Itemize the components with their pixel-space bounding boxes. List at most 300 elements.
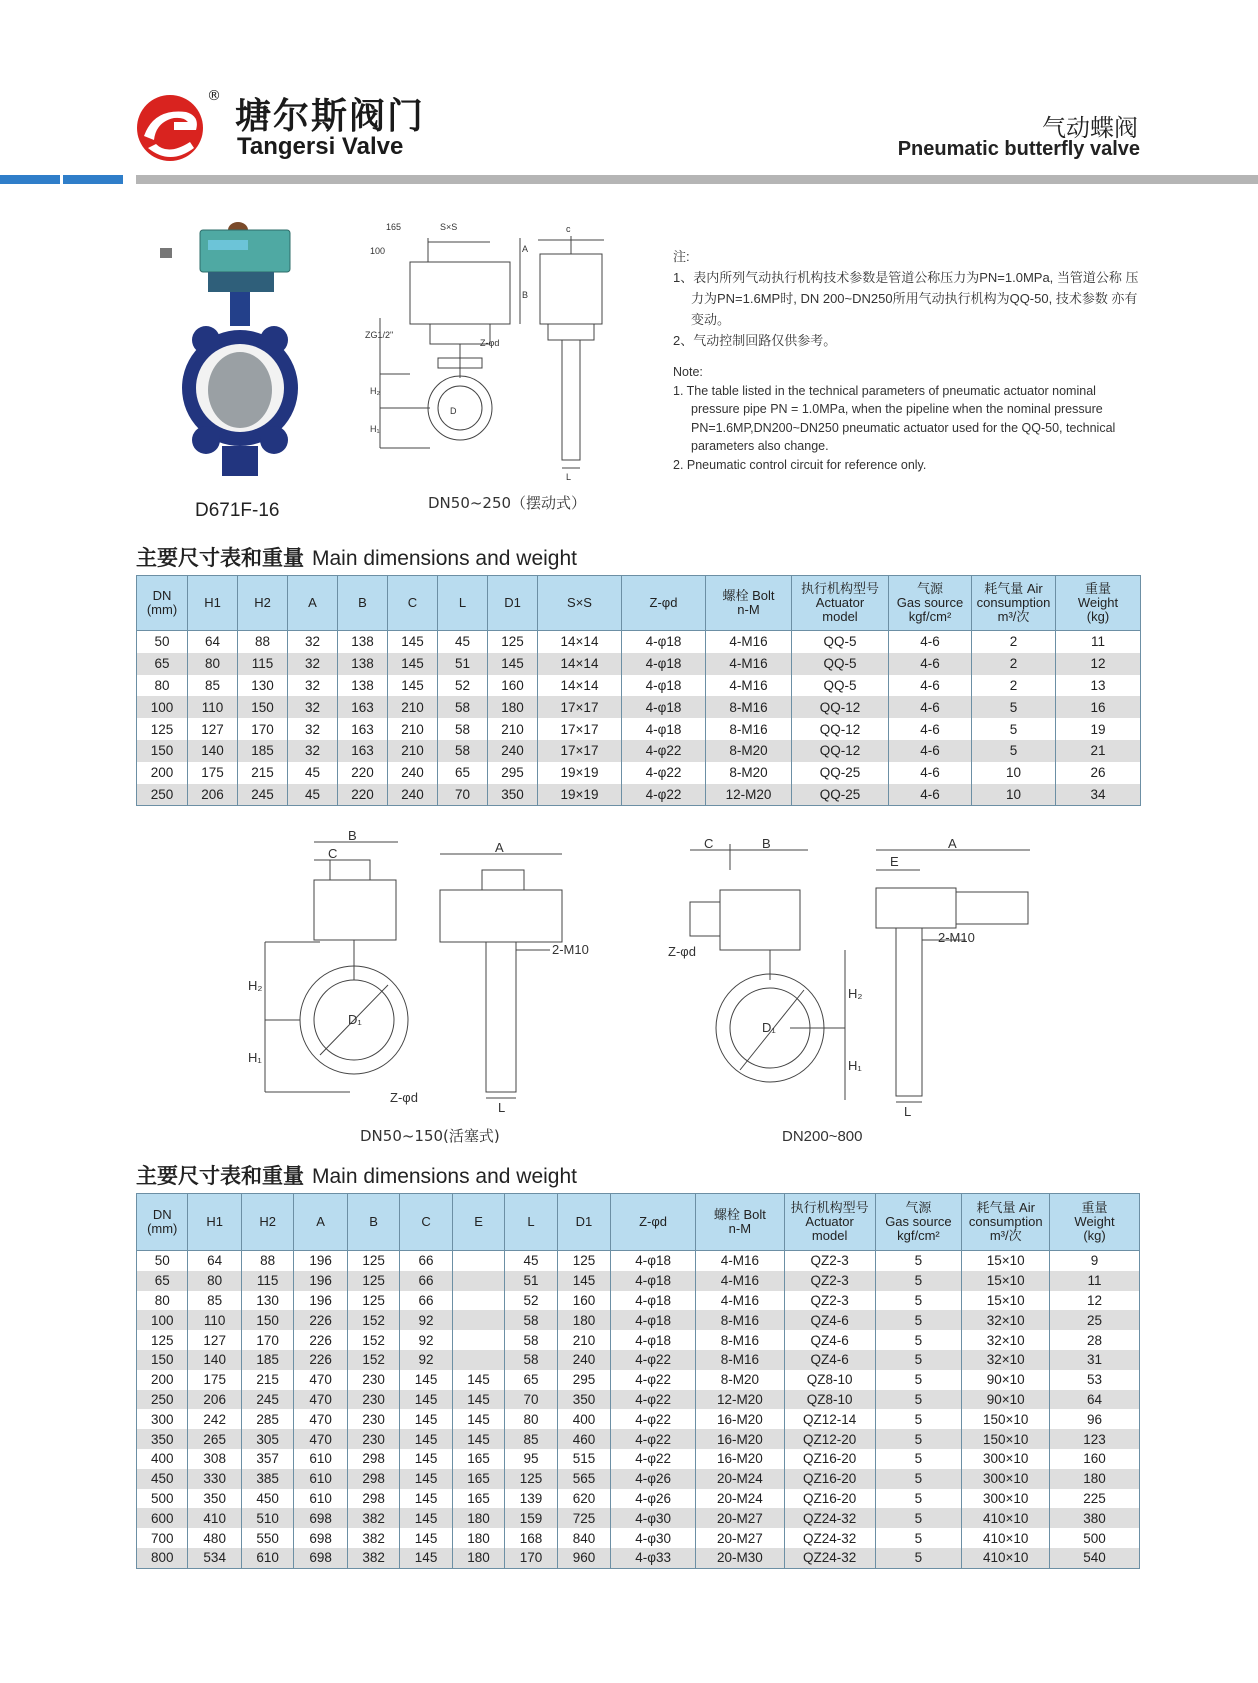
dimensions-table-2 <box>136 1193 1140 1569</box>
dim-label-zphid: Z-φd <box>480 338 500 348</box>
column-header: D1 <box>557 1194 610 1251</box>
table-cell: 226 <box>294 1310 347 1330</box>
table-cell: 168 <box>505 1528 557 1548</box>
table-cell: 10 <box>972 784 1056 806</box>
table-cell: 16 <box>1056 696 1141 718</box>
table-cell: 410×10 <box>962 1528 1050 1548</box>
table-cell: 165 <box>452 1489 504 1509</box>
table-row <box>137 1310 1140 1330</box>
table-cell: 298 <box>347 1449 399 1469</box>
column-header: L <box>505 1194 557 1251</box>
table-cell: 140 <box>188 1350 241 1370</box>
column-header: Z-φd <box>611 1194 696 1251</box>
dim-label-h1: H₁ <box>370 424 380 434</box>
column-header: H2 <box>241 1194 293 1251</box>
table-cell: 180 <box>452 1528 504 1548</box>
table-cell: 540 <box>1050 1548 1140 1568</box>
table-cell: 14×14 <box>538 675 622 697</box>
table-cell: 840 <box>557 1528 610 1548</box>
table-cell: 4-6 <box>889 740 972 762</box>
table-cell: 725 <box>557 1508 610 1528</box>
table-cell: 285 <box>241 1409 293 1429</box>
table-cell: 380 <box>1050 1508 1140 1528</box>
table-cell: 115 <box>241 1271 293 1291</box>
column-header: 气源 Gas source kgf/cm² <box>889 576 972 631</box>
table-cell: 226 <box>294 1350 347 1370</box>
table-row <box>137 1528 1140 1548</box>
table-cell: 210 <box>557 1330 610 1350</box>
table-cell: QZ4-6 <box>784 1310 875 1330</box>
table-cell: 382 <box>347 1508 399 1528</box>
table-cell: 4-φ18 <box>622 631 706 653</box>
table-cell: 159 <box>505 1508 557 1528</box>
table-cell: 32×10 <box>962 1350 1050 1370</box>
table-row <box>137 740 1141 762</box>
table-cell: 8-M16 <box>706 696 792 718</box>
table-cell: 245 <box>241 1390 293 1410</box>
table-cell: 100 <box>137 696 188 718</box>
table-cell: 80 <box>137 1291 188 1311</box>
dim2-label-b: B <box>348 828 357 843</box>
table-cell: 20-M24 <box>695 1469 784 1489</box>
table-cell: 127 <box>188 1330 241 1350</box>
table-cell: 145 <box>400 1409 452 1429</box>
model-caption: D671F-16 <box>195 500 280 521</box>
table-cell: 515 <box>557 1449 610 1469</box>
table-cell: 130 <box>241 1291 293 1311</box>
table-cell: 145 <box>400 1469 452 1489</box>
table-cell: 170 <box>238 718 288 740</box>
table-cell: 4-φ18 <box>622 718 706 740</box>
table-cell: 300×10 <box>962 1489 1050 1509</box>
table-cell: 960 <box>557 1548 610 1568</box>
dim3-label-m10: 2-M10 <box>938 930 975 945</box>
column-header: C <box>388 576 438 631</box>
table-cell: 4-φ18 <box>622 653 706 675</box>
dim-label-100: 100 <box>370 246 386 256</box>
table-cell: QZ16-20 <box>784 1489 875 1509</box>
table-cell: 19 <box>1056 718 1141 740</box>
table-cell: 215 <box>241 1370 293 1390</box>
table-cell: 4-φ22 <box>611 1370 696 1390</box>
table-cell: QZ2-3 <box>784 1291 875 1311</box>
table-cell: 52 <box>438 675 488 697</box>
table-cell: 45 <box>505 1251 557 1271</box>
table-cell: 64 <box>1050 1390 1140 1410</box>
table-cell: 698 <box>294 1508 347 1528</box>
dim2-label-a: A <box>495 840 504 855</box>
table-cell: 500 <box>137 1489 188 1509</box>
table-cell: 4-M16 <box>706 653 792 675</box>
table-cell: 12-M20 <box>706 784 792 806</box>
table-cell: 8-M16 <box>706 718 792 740</box>
table-cell: 175 <box>188 1370 241 1390</box>
table-cell: QZ16-20 <box>784 1469 875 1489</box>
table-cell: 300×10 <box>962 1469 1050 1489</box>
table-cell: 4-φ22 <box>611 1409 696 1429</box>
table-cell: 152 <box>347 1350 399 1370</box>
table-cell: 145 <box>400 1508 452 1528</box>
table-cell: 145 <box>400 1429 452 1449</box>
table-cell: 145 <box>400 1370 452 1390</box>
table-cell: 17×17 <box>538 740 622 762</box>
table-cell: 4-φ30 <box>611 1528 696 1548</box>
table-cell: 125 <box>347 1271 399 1291</box>
table-cell: 92 <box>400 1350 452 1370</box>
table-cell: 32 <box>288 675 338 697</box>
table-cell: 14×14 <box>538 631 622 653</box>
table-cell: 240 <box>557 1350 610 1370</box>
column-header: Z-φd <box>622 576 706 631</box>
table-cell: 145 <box>452 1409 504 1429</box>
table-cell: 145 <box>452 1429 504 1449</box>
table-row <box>137 653 1141 675</box>
table-cell: 8-M20 <box>706 762 792 784</box>
table-cell: 5 <box>875 1310 962 1330</box>
table-cell: 145 <box>388 631 438 653</box>
table-cell: 240 <box>388 762 438 784</box>
table-cell: 15×10 <box>962 1291 1050 1311</box>
table-cell: 170 <box>505 1548 557 1568</box>
table-cell: 139 <box>505 1489 557 1509</box>
table-cell: 140 <box>188 740 238 762</box>
table-cell: 65 <box>438 762 488 784</box>
technical-drawing-swing <box>365 218 650 498</box>
table-cell: 125 <box>488 631 538 653</box>
table-cell: 5 <box>875 1291 962 1311</box>
table-cell: 2 <box>972 653 1056 675</box>
table-cell: 66 <box>400 1251 452 1271</box>
table-cell: 350 <box>137 1429 188 1449</box>
table-cell: 565 <box>557 1469 610 1489</box>
table-cell: 357 <box>241 1449 293 1469</box>
brand-name-en: Tangersi Valve <box>237 133 404 160</box>
table-cell: 66 <box>400 1271 452 1291</box>
table-cell: 206 <box>188 784 238 806</box>
table-cell: 21 <box>1056 740 1141 762</box>
table-cell: 145 <box>400 1390 452 1410</box>
table-row <box>137 784 1141 806</box>
dim-label-d: D <box>450 406 457 416</box>
table-cell: 52 <box>505 1291 557 1311</box>
table-cell: 152 <box>347 1310 399 1330</box>
table-cell: 12 <box>1050 1291 1140 1311</box>
table-cell: 295 <box>488 762 538 784</box>
table-cell: 138 <box>338 631 388 653</box>
table-cell: QQ-12 <box>792 740 889 762</box>
table-cell <box>452 1350 504 1370</box>
table-cell: 4-φ33 <box>611 1548 696 1568</box>
table-cell: 180 <box>1050 1469 1140 1489</box>
table-cell: 88 <box>238 631 288 653</box>
table-cell: 298 <box>347 1469 399 1489</box>
table-cell: 28 <box>1050 1330 1140 1350</box>
table-cell: 32 <box>288 653 338 675</box>
table-cell: 330 <box>188 1469 241 1489</box>
table-header-row <box>137 1194 1140 1251</box>
table-cell: 4-φ22 <box>611 1350 696 1370</box>
table-cell: 4-φ18 <box>611 1291 696 1311</box>
dim2-label-l: L <box>498 1100 506 1115</box>
table-cell: 145 <box>452 1370 504 1390</box>
drawing-caption-swing: DN50~250（摆动式） <box>428 494 587 512</box>
valve-photo <box>160 218 310 493</box>
dim3-label-a: A <box>948 836 957 851</box>
table-cell: 145 <box>388 675 438 697</box>
table-cell: 34 <box>1056 784 1141 806</box>
table-cell: 12-M20 <box>695 1390 784 1410</box>
table-cell: 19×19 <box>538 784 622 806</box>
table-cell: 92 <box>400 1330 452 1350</box>
table-cell: 295 <box>557 1370 610 1390</box>
note-en-1: 1. The table listed in the technical parameters of pneumatic actuator nominal pressure pipe PN = 1.0MPa, when the pipeline when the nominal pressure PN=1.6MP,DN200~DN250 pneumatic actuator used for the QQ-50, technical parameters also change. <box>673 383 1116 453</box>
table-row <box>137 1548 1140 1568</box>
column-header: H1 <box>188 1194 241 1251</box>
table-cell: 100 <box>137 1310 188 1330</box>
table-cell: 245 <box>238 784 288 806</box>
table-cell: 96 <box>1050 1409 1140 1429</box>
table-cell: 45 <box>288 762 338 784</box>
table-cell: 95 <box>505 1449 557 1469</box>
table-cell: 534 <box>188 1548 241 1568</box>
note-en-2: 2. Pneumatic control circuit for reference only. <box>673 457 927 472</box>
table-cell: 5 <box>875 1350 962 1370</box>
table-cell: 8-M20 <box>706 740 792 762</box>
table-cell: 145 <box>400 1449 452 1469</box>
table-cell: 58 <box>505 1330 557 1350</box>
table-cell: 80 <box>505 1409 557 1429</box>
table-cell: 17×17 <box>538 696 622 718</box>
table-cell: 85 <box>505 1429 557 1449</box>
dim-label-c: c <box>566 224 571 234</box>
table-cell: 66 <box>400 1291 452 1311</box>
table-cell: 51 <box>505 1271 557 1291</box>
table-row <box>137 1251 1140 1271</box>
column-header: 螺栓 Bolt n-M <box>706 576 792 631</box>
table-cell: 64 <box>188 1251 241 1271</box>
table-row <box>137 1429 1140 1449</box>
table-cell: 5 <box>875 1469 962 1489</box>
table-cell: 4-φ18 <box>611 1310 696 1330</box>
table-cell: 500 <box>1050 1528 1140 1548</box>
dim3-label-c: C <box>704 836 714 851</box>
table-cell: QZ8-10 <box>784 1390 875 1410</box>
table-cell: 110 <box>188 696 238 718</box>
table-cell: 70 <box>438 784 488 806</box>
table-cell: 125 <box>137 718 188 740</box>
table-cell: 4-φ26 <box>611 1489 696 1509</box>
dim2-label-c: C <box>328 846 338 861</box>
dim2-label-d1: D₁ <box>348 1012 362 1027</box>
table-cell: 145 <box>400 1489 452 1509</box>
column-header: S×S <box>538 576 622 631</box>
table-cell: 80 <box>188 1271 241 1291</box>
table-cell: 2 <box>972 675 1056 697</box>
table-cell: 160 <box>557 1291 610 1311</box>
table-cell: 196 <box>294 1271 347 1291</box>
table-cell: 32 <box>288 740 338 762</box>
table-cell: 350 <box>488 784 538 806</box>
table-row <box>137 696 1141 718</box>
column-header: DN (mm) <box>137 576 188 631</box>
dim-label-a: A <box>522 244 529 254</box>
brand-name-cn: 塘尔斯阀门 <box>235 95 426 137</box>
table-cell: 12 <box>1056 653 1141 675</box>
table-cell: 300×10 <box>962 1449 1050 1469</box>
table-cell: 470 <box>294 1370 347 1390</box>
table-row <box>137 1469 1140 1489</box>
table-cell: 5 <box>875 1548 962 1568</box>
table-cell: 4-φ18 <box>611 1330 696 1350</box>
table-cell: 17×17 <box>538 718 622 740</box>
table-cell: 25 <box>1050 1310 1140 1330</box>
column-header: B <box>347 1194 399 1251</box>
table-cell: 308 <box>188 1449 241 1469</box>
table-cell: 50 <box>137 631 188 653</box>
table-cell <box>452 1310 504 1330</box>
table-cell: 185 <box>238 740 288 762</box>
table-cell: 350 <box>188 1489 241 1509</box>
table-cell: 610 <box>294 1469 347 1489</box>
table-cell: 65 <box>505 1370 557 1390</box>
table-cell: 150 <box>137 1350 188 1370</box>
table-cell: 4-φ30 <box>611 1508 696 1528</box>
table-cell: 170 <box>241 1330 293 1350</box>
dim3-label-h2: H₂ <box>848 986 863 1001</box>
dim3-label-d1: D₁ <box>762 1020 776 1035</box>
table-row <box>137 1370 1140 1390</box>
table-cell: 5 <box>875 1528 962 1548</box>
table-cell: 150×10 <box>962 1409 1050 1429</box>
section-title-1 <box>136 542 577 572</box>
table-cell: 20-M27 <box>695 1528 784 1548</box>
table-cell: QZ24-32 <box>784 1548 875 1568</box>
table-cell: 80 <box>137 675 188 697</box>
table-cell: 130 <box>238 675 288 697</box>
table-cell: 410 <box>188 1508 241 1528</box>
table-cell: 165 <box>452 1449 504 1469</box>
table-cell: 300 <box>137 1409 188 1429</box>
table-cell: 9 <box>1050 1251 1140 1271</box>
table-cell: 4-M16 <box>706 675 792 697</box>
note-cn-1: 1、表内所列气动执行机构技术参数是管道公称压力为PN=1.0MPa, 当管道公称 压力为PN=1.6MP时, DN 200~DN250所用气动执行机构为QQ-50, 技术参数 亦有变动。 <box>673 270 1139 327</box>
table-cell: 11 <box>1050 1271 1140 1291</box>
brand-logo <box>134 92 206 164</box>
column-header: 耗气量 Air consumption m³/次 <box>972 576 1056 631</box>
table-cell: 460 <box>557 1429 610 1449</box>
table-cell: 58 <box>438 718 488 740</box>
table-cell: 4-6 <box>889 696 972 718</box>
table-cell: 4-φ18 <box>622 696 706 718</box>
table-cell: QQ-5 <box>792 675 889 697</box>
column-header: H2 <box>238 576 288 631</box>
section-title-2 <box>136 1160 577 1190</box>
table-cell: 210 <box>488 718 538 740</box>
table-cell: 400 <box>557 1409 610 1429</box>
table-cell: 510 <box>241 1508 293 1528</box>
table-cell: QQ-12 <box>792 718 889 740</box>
dim-label-l: L <box>566 472 572 482</box>
table-cell: 80 <box>188 653 238 675</box>
table-cell: QZ12-14 <box>784 1409 875 1429</box>
table-cell: 32×10 <box>962 1330 1050 1350</box>
table-cell: 180 <box>452 1508 504 1528</box>
table-cell: QQ-5 <box>792 653 889 675</box>
table-cell: 58 <box>505 1310 557 1330</box>
table-row <box>137 1508 1140 1528</box>
table-cell: 152 <box>347 1330 399 1350</box>
header-accent-bar <box>0 175 124 184</box>
table-cell: 200 <box>137 762 188 784</box>
column-header: 执行机构型号 Actuator model <box>784 1194 875 1251</box>
notes-en-label: Note: <box>673 365 703 379</box>
technical-drawing-piston <box>250 830 630 1130</box>
table-cell: 90×10 <box>962 1390 1050 1410</box>
table-cell: 410×10 <box>962 1508 1050 1528</box>
table-cell: 2 <box>972 631 1056 653</box>
table-cell: 145 <box>400 1548 452 1568</box>
table-cell: 125 <box>557 1251 610 1271</box>
table-cell: QQ-12 <box>792 696 889 718</box>
table-cell: 5 <box>972 696 1056 718</box>
table-cell: 10 <box>972 762 1056 784</box>
table-cell: 127 <box>188 718 238 740</box>
product-title-en: Pneumatic butterfly valve <box>897 138 1140 160</box>
table-header-row <box>137 576 1141 631</box>
column-header: 重量 Weight (kg) <box>1050 1194 1140 1251</box>
dim3-label-l: L <box>904 1104 912 1119</box>
table-cell: 385 <box>241 1469 293 1489</box>
table-cell: 145 <box>488 653 538 675</box>
table-cell: QZ24-32 <box>784 1508 875 1528</box>
table-cell: 150 <box>241 1310 293 1330</box>
table-row <box>137 762 1141 784</box>
table-cell: 240 <box>488 740 538 762</box>
table-cell: 20-M24 <box>695 1489 784 1509</box>
table-cell: 450 <box>137 1469 188 1489</box>
column-header: H1 <box>188 576 238 631</box>
table-cell: 215 <box>238 762 288 784</box>
table-cell: 620 <box>557 1489 610 1509</box>
table-cell: 51 <box>438 653 488 675</box>
section-title-1-cn: 主要尺寸表和重量 <box>136 546 304 570</box>
table-cell: 410×10 <box>962 1548 1050 1568</box>
table-cell: 226 <box>294 1330 347 1350</box>
table-cell: 45 <box>438 631 488 653</box>
table-cell: 196 <box>294 1251 347 1271</box>
table-cell: 145 <box>452 1390 504 1410</box>
table-row <box>137 1489 1140 1509</box>
table-cell: 4-φ18 <box>611 1251 696 1271</box>
table-cell: 382 <box>347 1528 399 1548</box>
header-divider <box>136 175 1258 184</box>
table-cell: 298 <box>347 1489 399 1509</box>
table-cell: 210 <box>388 718 438 740</box>
table-cell: 350 <box>557 1390 610 1410</box>
table-cell: 15×10 <box>962 1251 1050 1271</box>
column-header: B <box>338 576 388 631</box>
table-cell: 5 <box>875 1409 962 1429</box>
table-cell: 16-M20 <box>695 1449 784 1469</box>
table-row <box>137 1449 1140 1469</box>
table-cell: 4-φ22 <box>622 784 706 806</box>
dim3-label-zphid: Z-φd <box>668 944 696 959</box>
table-cell: 4-φ22 <box>611 1449 696 1469</box>
table-cell: 50 <box>137 1251 188 1271</box>
table-cell: 4-φ26 <box>611 1469 696 1489</box>
technical-drawing-large <box>668 830 1070 1130</box>
table-cell: 480 <box>188 1528 241 1548</box>
